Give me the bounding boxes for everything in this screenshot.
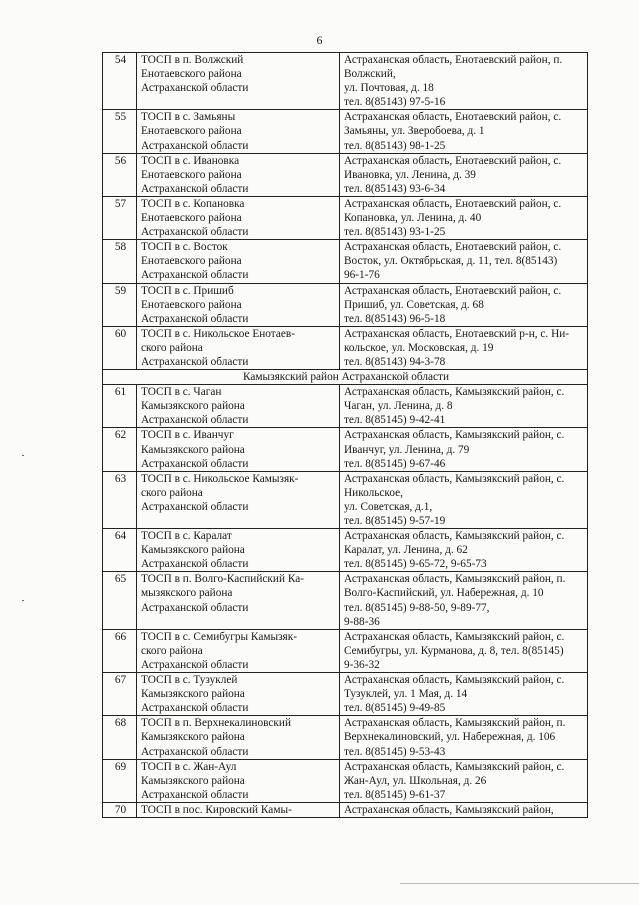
office-name: [137, 759, 340, 802]
rows_before.5.address-line: Пришиб, ул. Советская, д. 68: [344, 298, 484, 311]
rows_after.7.name-line: ТОСП в п. Верхнекалиновский: [141, 717, 291, 730]
rows_after.0.address-line: тел. 8(85145) 9-42-41: [344, 414, 446, 427]
rows_before.0.name-line: Астраханской области: [141, 82, 249, 95]
row-number: 68: [103, 716, 137, 759]
table-row: [103, 529, 588, 572]
rows_before.2.name-line: Енотаевского района: [141, 168, 242, 181]
office-address: [340, 110, 588, 153]
rows_after.6.name-line: Астраханской области: [141, 702, 249, 715]
rows_before.6.name-line: Астраханской области: [141, 355, 249, 368]
rows_after.2.address-line: Астраханская область, Камызякский район, с.: [344, 472, 565, 485]
table-row: [103, 110, 588, 153]
rows_before.5.name-line: ТОСП в с. Пришиб: [141, 284, 234, 297]
row-number: 61: [103, 385, 137, 428]
rows_before.0.address-line: Астраханская область, Енотаевский район, п.: [344, 54, 563, 66]
table-row: [103, 471, 588, 528]
rows_before.3.address-line: Астраханская область, Енотаевский район, с.: [344, 197, 562, 210]
rows_after.5.address-line: Астраханская область, Камызякский район, с.: [344, 630, 565, 643]
office-name: [137, 385, 340, 428]
row-number: 60: [103, 326, 137, 369]
office-name: [137, 196, 340, 239]
section-heading: Камызякский район Астраханской области: [103, 370, 588, 385]
row-number: 55: [103, 110, 137, 153]
rows_before.6.address-line: тел. 8(85143) 94-3-78: [344, 355, 446, 368]
rows_before.3.name-line: Енотаевского района: [141, 212, 242, 225]
table-row: [103, 629, 588, 672]
section-header: [103, 370, 588, 385]
rows_after.5.name-line: ского района: [141, 644, 203, 657]
rows_before.5.name-line: Енотаевского района: [141, 298, 242, 311]
office-address: [340, 759, 588, 802]
rows_before.6.name-line: ского района: [141, 341, 203, 354]
rows_after.1.name-line: ТОСП в с. Иванчуг: [141, 429, 234, 442]
office-name: [137, 53, 340, 110]
rows_before.1.name-line: Енотаевского района: [141, 125, 242, 138]
table-row: [103, 326, 588, 369]
margin-mark: [22, 455, 24, 456]
row-number: 67: [103, 673, 137, 716]
office-address: [340, 428, 588, 471]
rows_after.3.name-line: ТОСП в с. Каралат: [141, 530, 232, 543]
table-row: [103, 759, 588, 802]
rows_before.1.address-line: Астраханская область, Енотаевский район, с.: [344, 111, 562, 124]
rows_after.5.address-line: 9-36-32: [344, 658, 380, 671]
section-row: [103, 370, 588, 385]
rows_before.0.name-line: ТОСП в п. Волжский: [141, 54, 244, 66]
rows_after.7.address-line: Верхнекалиновский, ул. Набережная, д. 106: [344, 731, 556, 744]
office-address: [340, 196, 588, 239]
rows_after.0.address-line: Астраханская область, Камызякский район, с.: [344, 386, 565, 399]
rows_after.6.address-line: Тузуклей, ул. 1 Мая, д. 14: [344, 688, 468, 701]
rows_after.8.name-line: Астраханской области: [141, 788, 249, 801]
rows_after.5.address-line: Семибугры, ул. Курманова, д. 8, тел. 8(85145): [344, 644, 564, 657]
rows_after.8.address-line: Жан-Аул, ул. Школьная, д. 26: [344, 774, 487, 787]
rows_after.7.address-line: Астраханская область, Камызякский район, п.: [344, 717, 566, 730]
rows_after.0.name-line: Астраханской области: [141, 414, 249, 427]
rows_after.7.name-line: Камызякского района: [141, 731, 245, 744]
row-number: 56: [103, 153, 137, 196]
office-address: [340, 326, 588, 369]
rows_after.1.name-line: Астраханской области: [141, 457, 249, 470]
rows_after.2.name-line: ТОСП в с. Никольское Камызяк-: [141, 472, 299, 485]
office-name: [137, 673, 340, 716]
office-address: [340, 53, 588, 110]
row-number: 54: [103, 53, 137, 110]
rows_before.2.address-line: тел. 8(85143) 93-6-34: [344, 182, 446, 195]
rows_before.3.name-line: ТОСП в с. Копановка: [141, 197, 245, 210]
rows_after.4.name-line: мызякского района: [141, 587, 233, 600]
rows_after.0.address-line: Чаган, ул. Ленина, д. 8: [344, 400, 453, 413]
rows_before.1.name-line: ТОСП в с. Замьяны: [141, 111, 236, 124]
kamyzyaksky-rows: [103, 385, 588, 818]
office-name: [137, 529, 340, 572]
office-address: [340, 572, 588, 629]
row-number: 58: [103, 240, 137, 283]
rows_after.9.name-line: ТОСП в пос. Кировский Камы-: [141, 803, 292, 816]
rows_before.1.address-line: тел. 8(85143) 98-1-25: [344, 139, 446, 152]
table-row: [103, 716, 588, 759]
rows_after.1.address-line: тел. 8(85145) 9-67-46: [344, 457, 446, 470]
rows_after.3.address-line: тел. 8(85145) 9-65-72, 9-65-73: [344, 558, 487, 571]
rows_after.4.address-line: 9-88-36: [344, 615, 380, 628]
office-name: [137, 471, 340, 528]
row-number: 59: [103, 283, 137, 326]
rows_after.3.name-line: Камызякского района: [141, 544, 245, 557]
rows_after.9.address-line: Астраханская область, Камызякский район,: [344, 803, 554, 816]
rows_after.0.name-line: ТОСП в с. Чаган: [141, 386, 222, 399]
office-name: [137, 153, 340, 196]
office-name: [137, 629, 340, 672]
rows_after.4.name-line: Астраханской области: [141, 601, 249, 614]
rows_after.4.name-line: ТОСП в п. Волго-Каспийский Ка-: [141, 573, 304, 586]
rows_before.2.address-line: Астраханская область, Енотаевский район, с.: [344, 154, 562, 167]
rows_after.1.address-line: Иванчуг, ул. Ленина, д. 79: [344, 443, 470, 456]
rows_before.5.address-line: Астраханская область, Енотаевский район, с.: [344, 284, 562, 297]
office-name: [137, 110, 340, 153]
offices-table: [102, 52, 588, 818]
rows_before.2.name-line: ТОСП в с. Ивановка: [141, 154, 240, 167]
office-address: [340, 802, 588, 817]
table-row: [103, 385, 588, 428]
row-number: 69: [103, 759, 137, 802]
rows_after.8.address-line: тел. 8(85145) 9-61-37: [344, 788, 446, 801]
rows_before.3.address-line: тел. 8(85143) 93-1-25: [344, 226, 446, 239]
office-address: [340, 529, 588, 572]
office-name: [137, 326, 340, 369]
rows_before.2.address-line: Ивановка, ул. Ленина, д. 39: [344, 168, 476, 181]
rows_before.6.address-line: кольское, ул. Московская, д. 19: [344, 341, 494, 354]
rows_after.2.address-line: ул. Советская, д.1,: [344, 500, 433, 513]
margin-mark: [22, 600, 24, 601]
rows_before.6.address-line: Астраханская область, Енотаевский р-н, с. Ни-: [344, 327, 570, 340]
rows_after.5.name-line: ТОСП в с. Семибугры Камызяк-: [141, 630, 297, 643]
office-name: [137, 283, 340, 326]
rows_after.8.name-line: ТОСП в с. Жан-Аул: [141, 760, 237, 773]
rows_before.4.address-line: Восток, ул. Октябрьская, д. 11, тел. 8(85143): [344, 255, 558, 268]
scan-edge-line: [400, 883, 639, 884]
office-address: [340, 716, 588, 759]
rows_before.6.name-line: ТОСП в с. Никольское Енотаев-: [141, 327, 295, 340]
rows_before.2.name-line: Астраханской области: [141, 182, 249, 195]
rows_before.3.name-line: Астраханской области: [141, 226, 249, 239]
rows_after.4.address-line: Астраханская область, Камызякский район, п.: [344, 573, 566, 586]
rows_after.1.address-line: Астраханская область, Камызякский район, с.: [344, 429, 565, 442]
office-address: [340, 471, 588, 528]
rows_before.5.address-line: тел. 8(85143) 96-5-18: [344, 312, 446, 325]
table-row: [103, 240, 588, 283]
rows_after.0.name-line: Камызякского района: [141, 400, 245, 413]
office-name: [137, 240, 340, 283]
row-number: 57: [103, 196, 137, 239]
rows_before.3.address-line: Копановка, ул. Ленина, д. 40: [344, 212, 482, 225]
rows_after.7.address-line: тел. 8(85145) 9-53-43: [344, 745, 446, 758]
row-number: 62: [103, 428, 137, 471]
rows_after.3.address-line: Каралат, ул. Ленина, д. 62: [344, 544, 468, 557]
rows_after.6.address-line: тел. 8(85145) 9-49-85: [344, 702, 446, 715]
row-number: 65: [103, 572, 137, 629]
rows_after.8.address-line: Астраханская область, Камызякский район, с.: [344, 760, 565, 773]
rows_before.4.name-line: ТОСП в с. Восток: [141, 241, 228, 254]
office-address: [340, 283, 588, 326]
office-address: [340, 385, 588, 428]
rows_before.0.address-line: тел. 8(85143) 97-5-16: [344, 96, 446, 109]
rows_before.0.name-line: Енотаевского района: [141, 68, 242, 81]
rows_before.0.address-line: Волжский,: [344, 68, 396, 81]
rows_after.4.address-line: тел. 8(85145) 9-88-50, 9-89-77,: [344, 601, 490, 614]
rows_before.4.address-line: 96-1-76: [344, 269, 380, 282]
rows_before.5.name-line: Астраханской области: [141, 312, 249, 325]
table-row: [103, 153, 588, 196]
rows_after.2.name-line: ского района: [141, 486, 203, 499]
table-row: [103, 572, 588, 629]
rows_before.4.name-line: Енотаевского района: [141, 255, 242, 268]
rows_after.7.name-line: Астраханской области: [141, 745, 249, 758]
table-row: [103, 53, 588, 110]
enotaevsky-rows: [103, 53, 588, 370]
rows_after.1.name-line: Камызякского района: [141, 443, 245, 456]
rows_after.5.name-line: Астраханской области: [141, 658, 249, 671]
table-row: [103, 673, 588, 716]
office-address: [340, 240, 588, 283]
rows_after.3.address-line: Астраханская область, Камызякский район, с.: [344, 530, 565, 543]
office-address: [340, 153, 588, 196]
rows_after.6.name-line: ТОСП в с. Тузуклей: [141, 674, 238, 687]
rows_after.4.address-line: Волго-Каспийский, ул. Набережная, д. 10: [344, 587, 544, 600]
office-address: [340, 673, 588, 716]
row-number: 64: [103, 529, 137, 572]
office-name: [137, 802, 340, 817]
rows_after.8.name-line: Камызякского района: [141, 774, 245, 787]
rows_after.2.address-line: тел. 8(85145) 9-57-19: [344, 515, 446, 527]
rows_before.1.name-line: Астраханской области: [141, 139, 249, 152]
table-row: [103, 196, 588, 239]
rows_after.2.name-line: Астраханской области: [141, 500, 249, 513]
rows_after.6.address-line: Астраханская область, Камызякский район, с.: [344, 674, 565, 687]
row-number: 70: [103, 802, 137, 817]
rows_after.6.name-line: Камызякского района: [141, 688, 245, 701]
office-name: [137, 716, 340, 759]
table-row: [103, 283, 588, 326]
office-address: [340, 629, 588, 672]
table-row: [103, 428, 588, 471]
rows_before.0.address-line: ул. Почтовая, д. 18: [344, 82, 434, 95]
row-number: 66: [103, 629, 137, 672]
rows_after.2.address-line: Никольское,: [344, 486, 403, 499]
rows_before.4.name-line: Астраханской области: [141, 269, 249, 282]
row-number: 63: [103, 471, 137, 528]
table-row: [103, 802, 588, 817]
office-name: [137, 428, 340, 471]
rows_before.4.address-line: Астраханская область, Енотаевский район, с.: [344, 241, 562, 254]
rows_before.1.address-line: Замьяны, ул. Зверобоева, д. 1: [344, 125, 485, 138]
office-name: [137, 572, 340, 629]
page-number: 6: [316, 33, 323, 47]
rows_after.3.name-line: Астраханской области: [141, 558, 249, 571]
